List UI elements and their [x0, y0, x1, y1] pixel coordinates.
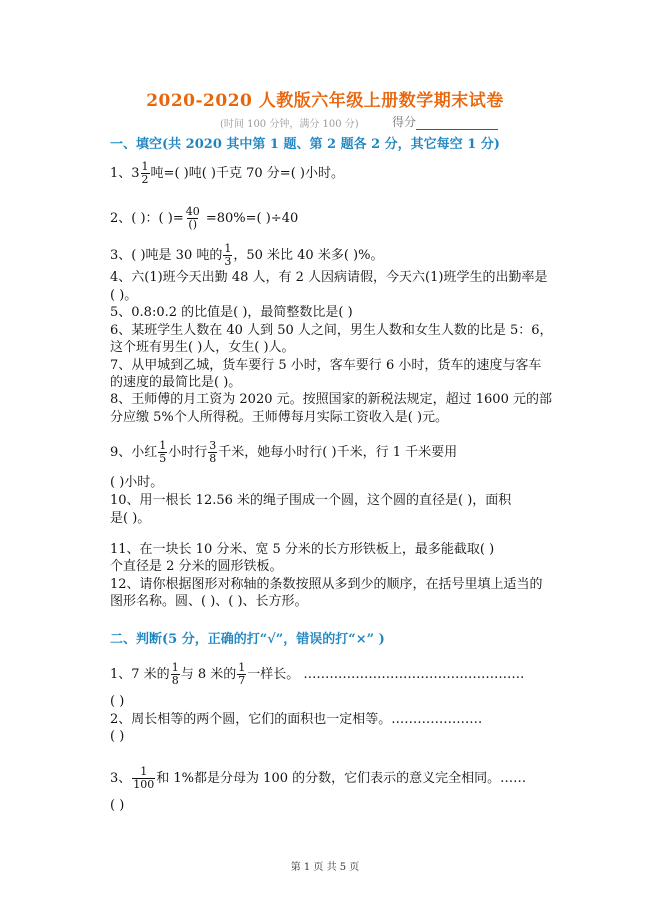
fraction: $\frac{1}{2}$: [141, 160, 149, 186]
score-field: [392, 113, 498, 130]
section1-heading: 一、填空(共 2020 其中第 1 题、第 2 题各 2 分，其它每空 1 分): [110, 137, 500, 152]
page-footer: 第 1 页 共 5 页: [290, 862, 360, 873]
question-9: 9、小红 $\frac{1}{5}$ 小时行 $\frac{3}{8}$ 千米，她每小时行( )千米，行 1 千米要用: [110, 439, 458, 465]
question-4-line2: ( )。: [110, 288, 138, 303]
judge-question-2: 2、周长相等的两个圆，它们的面积也一定相等。…………………: [110, 712, 483, 727]
time-and-score-note: (时间 100 分钟，满分 100 分): [220, 119, 359, 130]
fraction: $\frac{1}{8}$: [171, 661, 179, 687]
judge-question-1: 1、7 米的 $\frac{1}{8}$ 与 8 米的 $\frac{1}{7}$ 一样长。 ……………………………………………: [110, 661, 525, 687]
judge-question-3: 3、 $\frac{1}{100}$ 和 1%都是分母为 100 的分数，它们表示的意义完全相同。……: [110, 765, 527, 791]
question-2: 2、( )：( )= 40 () =80%=( )÷40: [110, 205, 299, 231]
question-7-line1: 7、从甲城到乙城，货车要行 5 小时，客车要行 6 小时，货车的速度与客车: [110, 358, 542, 373]
fraction: 40 (): [185, 205, 200, 231]
fraction: $\frac{1}{100}$: [133, 765, 155, 791]
question-3: 3、( )吨是 30 吨的 $\frac{1}{3}$ ，50 米比 40 米多( )%。: [110, 242, 384, 268]
fraction: $\frac{1}{7}$: [238, 661, 246, 687]
fraction: $\frac{1}{5}$: [159, 439, 167, 465]
question-1: 1、3 $\frac{1}{2}$ 吨=( )吨( )千克 70 分=( )小时。: [110, 160, 344, 186]
question-10-line2: 是( )。: [110, 511, 151, 526]
judge-answer-3[interactable]: ( ): [110, 798, 125, 813]
judge-answer-1[interactable]: ( ): [110, 694, 125, 709]
exam-title: 2020-2020 人教版六年级上册数学期末试卷: [146, 91, 504, 111]
fraction: $\frac{3}{8}$: [209, 439, 217, 465]
question-11-line1: 11、在一块长 10 分米、宽 5 分米的长方形铁板上，最多能截取( ): [110, 542, 495, 557]
question-4-line1: 4、六(1)班今天出勤 48 人，有 2 人因病请假，今天六(1)班学生的出勤率是: [110, 270, 548, 285]
score-blank-line: [416, 118, 498, 130]
section2-heading: 二、判断(5 分，正确的打“√”，错误的打“×” ): [110, 632, 385, 647]
question-8-line1: 8、王师傅的月工资为 2020 元。按照国家的新税法规定，超过 1600 元的部: [110, 392, 552, 407]
fraction: $\frac{1}{3}$: [224, 242, 232, 268]
question-5: 5、0.8:0.2 的比值是( )，最简整数比是( ): [110, 305, 353, 320]
question-11-line2: 个直径是 2 分米的圆形铁板。: [110, 559, 283, 574]
question-6-line1: 6、某班学生人数在 40 人到 50 人之间，男生人数和女生人数的比是 5：6，: [110, 323, 553, 338]
question-12-line1: 12、请你根据图形对称轴的条数按照从多到少的顺序，在括号里填上适当的: [110, 577, 543, 592]
judge-answer-2[interactable]: ( ): [110, 729, 125, 744]
question-8-line2: 分应缴 5%个人所得税。王师傅每月实际工资收入是( )元。: [110, 410, 449, 425]
question-6-line2: 这个班有男生( )人，女生( )人。: [110, 340, 295, 355]
question-7-line2: 的速度的最简比是( )。: [110, 375, 242, 390]
score-label: 得分: [392, 115, 417, 129]
question-12-line2: 图形名称。圆、( )、( )、长方形。: [110, 594, 308, 609]
question-10-line1: 10、用一根长 12.56 米的绳子围成一个圆，这个圆的直径是( )，面积: [110, 493, 512, 508]
question-9-line2: ( )小时。: [110, 475, 164, 490]
